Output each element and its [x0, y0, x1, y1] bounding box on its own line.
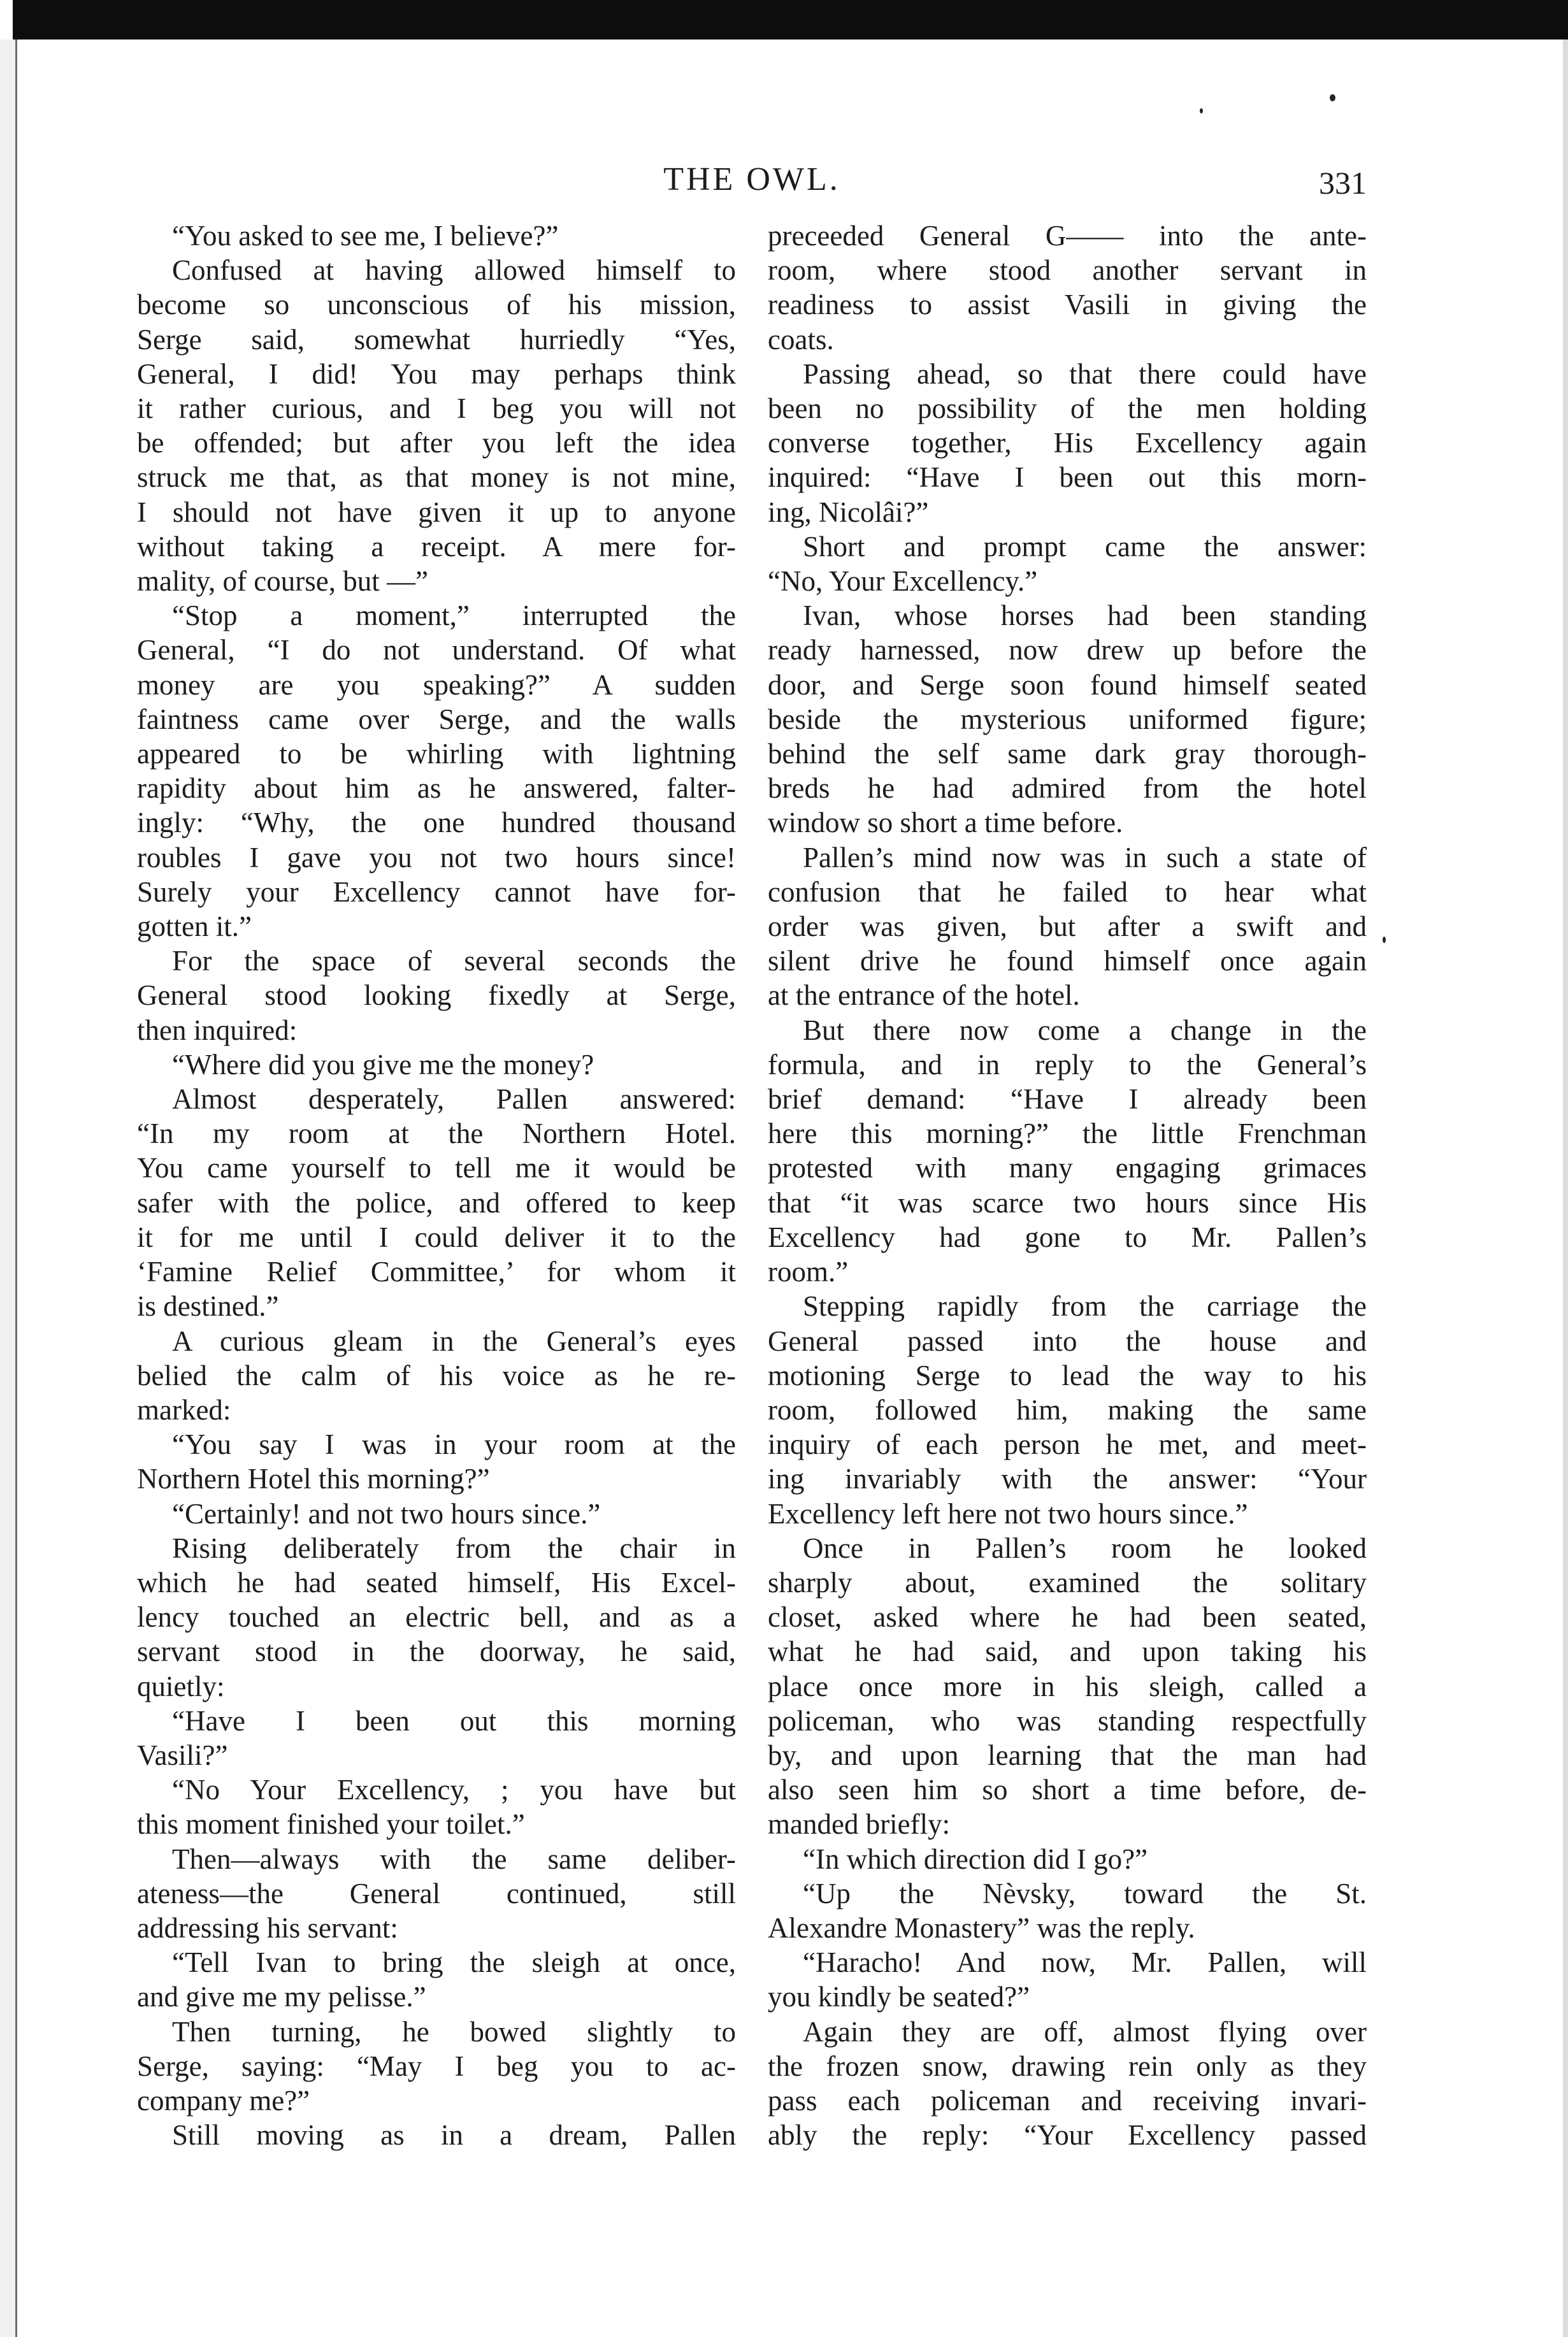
text-line: addressing his servant: [137, 1911, 398, 1944]
text-line: Stepping rapidly from the carriage the [803, 1290, 1367, 1323]
text-line: here this morning?” the little Frenchman [768, 1118, 1367, 1150]
text-line: it for me until I could deliver it to the [137, 1221, 736, 1253]
text-line: marked: [137, 1393, 231, 1426]
text-line: “Haracho! And now, Mr. Pallen, will [803, 1946, 1367, 1979]
text-line: motioning Serge to lead the way to his [768, 1359, 1367, 1391]
text-line: confusion that he failed to hear what [768, 875, 1367, 908]
text-line: Excellency left here not two hours since.” [768, 1497, 1248, 1530]
text-line: “Stop a moment,” interrupted the [172, 600, 736, 632]
text-line: lency touched an electric bell, and as a [137, 1601, 736, 1634]
text-line: which he had seated himself, His Excel- [137, 1566, 736, 1599]
text-line: safer with the police, and offered to keep [137, 1186, 736, 1219]
text-line: ably the reply: “Your Excellency passed [768, 2119, 1367, 2152]
text-line: and give me my pelisse.” [137, 1981, 426, 2013]
text-line: Serge, saying: “May I beg you to ac- [137, 2050, 736, 2082]
text-line: ing, Nicolâi?” [768, 496, 929, 528]
text-line: become so unconscious of his mission, [137, 289, 736, 321]
text-line: also seen him so short a time before, de- [768, 1774, 1367, 1806]
text-line: Pallen’s mind now was in such a state of [803, 841, 1367, 874]
text-line: without taking a receipt. A mere for- [137, 530, 736, 563]
text-line: protested with many engaging grimaces [768, 1152, 1367, 1184]
text-line: Again they are off, almost flying over [803, 2015, 1367, 2048]
scan-speck [1383, 937, 1386, 943]
text-line: that “it was scarce two hours since His [768, 1186, 1367, 1219]
text-line: But there now come a change in the [803, 1014, 1367, 1046]
text-line: “Certainly! and not two hours since.” [172, 1497, 601, 1530]
running-title: THE OWL. [663, 161, 840, 198]
text-line: Alexandre Monastery” was the reply. [768, 1911, 1195, 1944]
text-line: company me?” [137, 2084, 310, 2117]
text-line: inquired: “Have I been out this morn- [768, 461, 1367, 494]
text-line: you kindly be seated?” [768, 1981, 1030, 2013]
text-line: inquiry of each person he met, and meet- [768, 1428, 1367, 1461]
text-line: beside the mysterious uniformed figure; [768, 703, 1367, 735]
text-line: been no possibility of the men holding [768, 392, 1367, 425]
scan-speck [1200, 108, 1203, 113]
text-line: “You say I was in your room at the [172, 1428, 736, 1461]
scan-right-edge [1563, 40, 1568, 2337]
text-line: Excellency had gone to Mr. Pallen’s [768, 1221, 1367, 1253]
text-line: ateness—the General continued, still [137, 1877, 736, 1909]
text-line: money are you speaking?” A sudden [137, 668, 736, 701]
text-line: Confused at having allowed himself to [172, 254, 736, 287]
text-line: formula, and in reply to the General’s [768, 1048, 1367, 1081]
text-line: mality, of course, but —” [137, 565, 428, 598]
text-line: policeman, who was standing respectfully [768, 1704, 1367, 1737]
text-line: General, I did! You may perhaps think [137, 357, 736, 390]
text-line: Vasili?” [137, 1739, 228, 1771]
text-line: ‘Famine Relief Committee,’ for whom it [137, 1256, 736, 1288]
text-line: window so short a time before. [768, 807, 1123, 839]
text-line: sharply about, examined the solitary [768, 1566, 1367, 1599]
text-line: order was given, but after a swift and [768, 910, 1367, 943]
text-line: this moment finished your toilet.” [137, 1808, 525, 1841]
text-line: “In my room at the Northern Hotel. [137, 1118, 736, 1150]
text-line: gotten it.” [137, 910, 252, 943]
text-line: For the space of several seconds the [172, 945, 736, 977]
text-line: General passed into the house and [768, 1325, 1367, 1357]
text-line: manded briefly: [768, 1808, 951, 1841]
text-line: room, where stood another servant in [768, 254, 1367, 287]
text-line: readiness to assist Vasili in giving the [768, 289, 1367, 321]
text-line: pass each policeman and receiving invari- [768, 2084, 1367, 2117]
text-line: General, “I do not understand. Of what [137, 634, 736, 666]
text-line: struck me that, as that money is not mine, [137, 461, 736, 494]
text-line: servant stood in the doorway, he said, [137, 1636, 736, 1668]
text-line: “You asked to see me, I believe?” [172, 220, 559, 252]
text-line: “In which direction did I go?” [803, 1843, 1148, 1875]
text-line: Then turning, he bowed slightly to [172, 2015, 736, 2048]
text-line: I should not have given it up to anyone [137, 496, 736, 528]
text-line: faintness came over Serge, and the walls [137, 703, 736, 735]
text-line: Rising deliberately from the chair in [172, 1532, 736, 1564]
text-line: it rather curious, and I beg you will not [137, 392, 736, 425]
text-line: be offended; but after you left the idea [137, 427, 736, 459]
text-line: then inquired: [137, 1014, 298, 1046]
text-line: Serge said, somewhat hurriedly “Yes, [137, 323, 736, 356]
text-line: preceeded General G—— into the ante- [768, 220, 1367, 252]
text-line: General stood looking fixedly at Serge, [137, 979, 736, 1012]
text-line: A curious gleam in the General’s eyes [172, 1325, 736, 1357]
text-line: Almost desperately, Pallen answered: [172, 1083, 736, 1116]
text-line: Then—always with the same deliber- [172, 1843, 736, 1875]
text-line: Once in Pallen’s room he looked [803, 1532, 1367, 1564]
text-line: breds he had admired from the hotel [768, 772, 1367, 805]
text-line: silent drive he found himself once again [768, 945, 1367, 977]
text-line: Northern Hotel this morning?” [137, 1463, 490, 1495]
text-line: behind the self same dark gray thorough- [768, 738, 1367, 770]
text-line: brief demand: “Have I already been [768, 1083, 1367, 1116]
text-line: door, and Serge soon found himself seated [768, 668, 1367, 701]
text-line: “Up the Nèvsky, toward the St. [803, 1877, 1367, 1909]
text-column-left [137, 219, 736, 2152]
text-line: belied the calm of his voice as he re- [137, 1359, 736, 1391]
text-line: appeared to be whirling with lightning [137, 738, 736, 770]
scan-top-border [13, 0, 1568, 40]
text-line: ingly: “Why, the one hundred thousand [137, 807, 736, 839]
text-line: ing invariably with the answer: “Your [768, 1463, 1367, 1495]
text-line: coats. [768, 323, 834, 356]
text-line: quietly: [137, 1670, 225, 1702]
text-line: “No Your Excellency, ; you have but [172, 1774, 736, 1806]
page-header [137, 161, 1367, 212]
text-line: ready harnessed, now drew up before the [768, 634, 1367, 666]
text-column-right [768, 219, 1367, 2152]
text-line: Passing ahead, so that there could have [803, 357, 1367, 390]
text-line: roubles I gave you not two hours since! [137, 841, 736, 874]
text-line: place once more in his sleigh, called a [768, 1670, 1367, 1702]
text-line: “Tell Ivan to bring the sleigh at once, [172, 1946, 736, 1979]
text-line: converse together, His Excellency again [768, 427, 1367, 459]
text-line: Short and prompt came the answer: [803, 530, 1367, 563]
text-line: what he had said, and upon taking his [768, 1636, 1367, 1668]
text-line: “Have I been out this morning [172, 1704, 736, 1737]
text-line: Ivan, whose horses had been standing [803, 600, 1367, 632]
page-number: 331 [1319, 165, 1367, 201]
text-line: is destined.” [137, 1290, 279, 1323]
text-line: “No, Your Excellency.” [768, 565, 1038, 598]
text-line: room, followed him, making the same [768, 1393, 1367, 1426]
text-line: room.” [768, 1256, 849, 1288]
text-line: the frozen snow, drawing rein only as they [768, 2050, 1367, 2082]
text-line: closet, asked where he had been seated, [768, 1601, 1367, 1634]
scan-binding-edge [0, 40, 17, 2337]
text-line: “Where did you give me the money? [172, 1048, 594, 1081]
scan-speck [1330, 94, 1335, 101]
text-line: You came yourself to tell me it would be [137, 1152, 736, 1184]
text-line: Still moving as in a dream, Pallen [172, 2119, 736, 2152]
text-line: rapidity about him as he answered, falter- [137, 772, 736, 805]
text-line: Surely your Excellency cannot have for- [137, 875, 736, 908]
text-line: by, and upon learning that the man had [768, 1739, 1367, 1771]
text-line: at the entrance of the hotel. [768, 979, 1080, 1012]
